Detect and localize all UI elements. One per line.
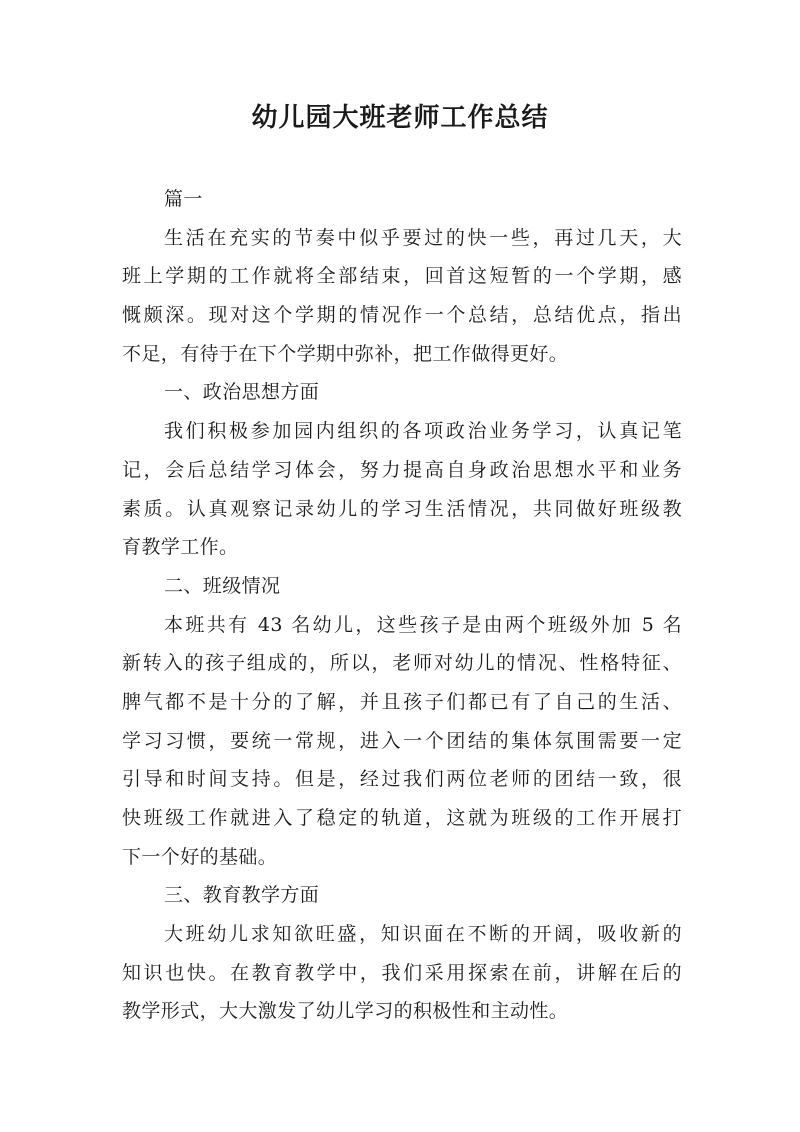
text-line: 生活在充实的节奏中似乎要过的快一些，再过几天，大 [164, 226, 682, 249]
document-title: 幼儿园大班老师工作总结 [251, 103, 549, 133]
document-body [122, 180, 682, 1031]
text-line: 引导和时间支持。但是，经过我们两位老师的团结一致，很 [122, 768, 682, 791]
text-line: 不足，有待于在下个学期中弥补，把工作做得更好。 [122, 342, 569, 365]
text-line: 素质。认真观察记录幼儿的学习生活情况，共同做好班级教 [122, 497, 682, 520]
text-line: 大班幼儿求知欲旺盛，知识面在不断的开阔，吸收新的 [164, 923, 682, 946]
text-line: 记，会后总结学习体会，努力提高自身政治思想水平和业务 [122, 458, 682, 481]
text-line: 二、班级情况 [164, 574, 281, 597]
text-line: 班上学期的工作就将全部结束，回首这短暂的一个学期，感 [122, 265, 682, 288]
text-line: 本班共有 43 名幼儿，这些孩子是由两个班级外加 5 名 [164, 613, 682, 636]
text-line: 教学形式，大大激发了幼儿学习的积极性和主动性。 [122, 1000, 569, 1023]
text-line: 脾气都不是十分的了解，并且孩子们都已有了自己的生活、 [122, 690, 682, 713]
text-line: 慨颇深。现对这个学期的情况作一个总结，总结优点，指出 [122, 304, 682, 327]
text-line: 学习习惯，要统一常规，进入一个团结的集体氛围需要一定 [122, 729, 682, 752]
text-line: 知识也快。在教育教学中，我们采用探索在前，讲解在后的 [122, 961, 682, 984]
text-line: 一、政治思想方面 [164, 381, 320, 404]
text-line: 篇一 [164, 188, 203, 210]
text-line: 育教学工作。 [122, 536, 239, 559]
text-line: 下一个好的基础。 [122, 845, 278, 868]
text-line: 三、教育教学方面 [164, 884, 320, 907]
text-line: 新转入的孩子组成的，所以，老师对幼儿的情况、性格特征、 [122, 652, 682, 675]
text-line: 快班级工作就进入了稳定的轨道，这就为班级的工作开展打 [122, 807, 682, 829]
text-line: 我们积极参加园内组织的各项政治业务学习，认真记笔 [164, 420, 682, 443]
